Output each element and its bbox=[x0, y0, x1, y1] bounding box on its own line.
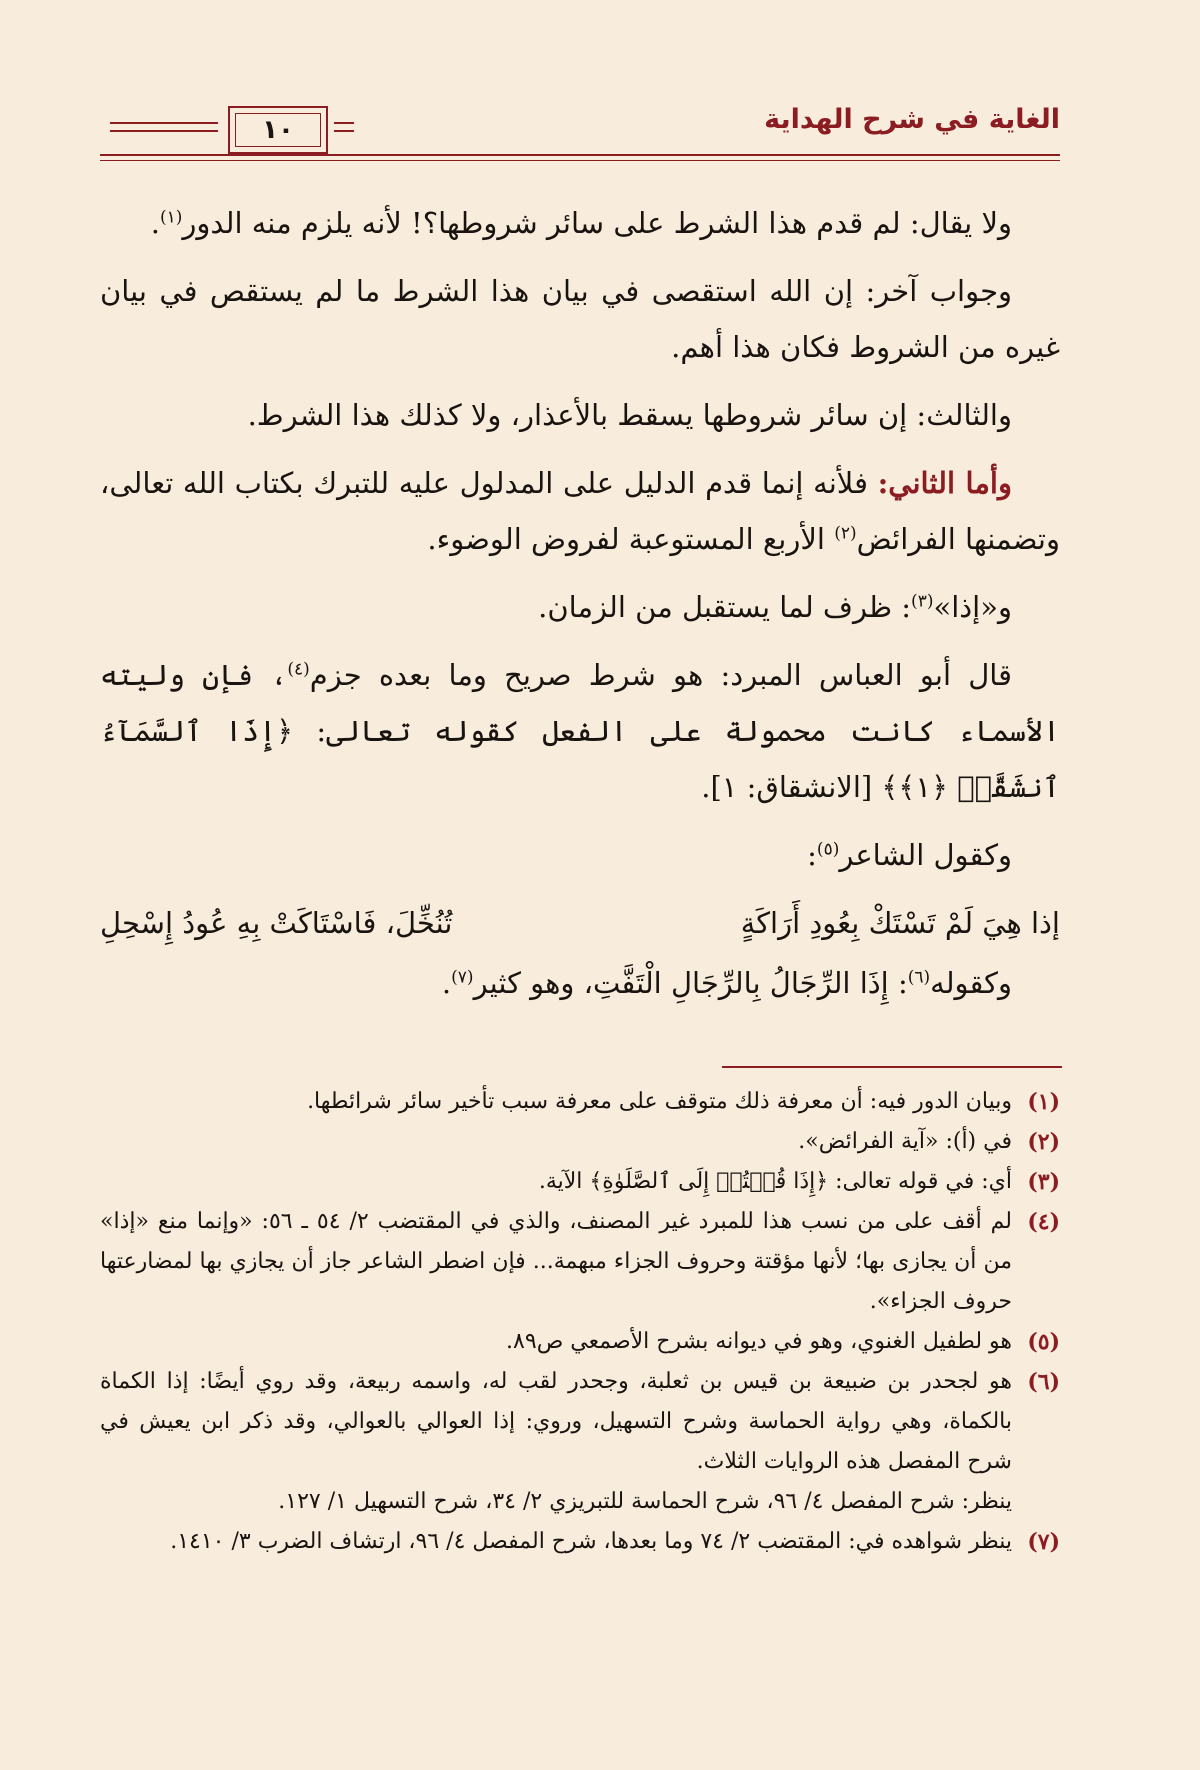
paragraph-8: وكقوله$^{(٦)}$: إِذَا الرِّجَالُ بِالرِّجَالِ الْتَفَّتِ، وهو كثير$^{(٧)}$. bbox=[441, 966, 1012, 1000]
page-number-box bbox=[228, 106, 328, 154]
header-ornament-right bbox=[334, 122, 354, 134]
footnote-text: ينظر شواهده في: المقتضب ٢/ ٧٤ وما بعدها، شرح المفصل ٤/ ٩٦، ارتشاف الضرب ٣/ ١٤١٠. bbox=[170, 1529, 1012, 1554]
footnote-text: وبيان الدور فيه: أن معرفة ذلك متوقف على معرفة سبب تأخير سائر شرائطها. bbox=[307, 1089, 1012, 1114]
header-ornament-left bbox=[110, 122, 218, 134]
footnote-3 bbox=[100, 1162, 1060, 1202]
page-number: ١٠ bbox=[235, 113, 321, 147]
footnote-text-sources: ينظر: شرح المفصل ٤/ ٩٦، شرح الحماسة للتبريزي ٢/ ٣٤، شرح التسهيل ١/ ١٢٧. bbox=[278, 1489, 1012, 1514]
paragraph-4: وأما الثاني: فلأنه إنما قدم الدليل على المدلول عليه للتبرك بكتاب الله تعالى، وتضمنها الفرائض$^{(٢)}$ الأربع المستوعبة لفروض الوضوء. bbox=[100, 466, 1060, 556]
footnote-ref: (٤) bbox=[287, 659, 310, 680]
paragraph-2: وجواب آخر: إن الله استقصى في بيان هذا الشرط ما لم يستقص في بيان غيره من الشروط فكان هذا أهم. bbox=[100, 274, 1060, 364]
main-text bbox=[100, 195, 1060, 1023]
poetry-verse bbox=[100, 895, 1060, 951]
footnote-number: (٥) bbox=[1027, 1329, 1060, 1355]
footnote-text: في (أ): «آية الفرائض». bbox=[798, 1129, 1012, 1154]
paragraph-1: ولا يقال: لم قدم هذا الشرط على سائر شروطها؟! لأنه يلزم منه الدور$^{(١)}$. bbox=[150, 206, 1012, 240]
footnote-text: هو لطفيل الغنوي، وهو في ديوانه بشرح الأصمعي ص٨٩. bbox=[506, 1329, 1012, 1354]
paragraph-6: قال أبو العباس المبرد: هو شرط صريح وما بعده جزم$^{(٤)}$، فإن وليته الأسماء كانت محمولة على الفعل كقوله تعالى: ﴿إِذَا ٱلسَّمَآءُ ٱنشَقَّتۡ ﴿١﴾﴾ [الانشقاق: ١]. bbox=[100, 658, 1060, 804]
footnote-5 bbox=[100, 1322, 1060, 1362]
footnote-text: لم أقف على من نسب هذا للمبرد غير المصنف، والذي في المقتضب ٢/ ٥٤ ـ ٥٦: «وإنما منع «إذا» من أن يجازى بها؛ لأنها مؤقتة وحروف الجزاء مبهمة... فإن اضطر الشاعر جاز أن يجازي بها لمضارعتها حروف الجزاء». bbox=[100, 1209, 1012, 1314]
section-lead: وأما الثاني: bbox=[877, 466, 1012, 500]
footnote-text: أي: في قوله تعالى: ﴿إِذَا قُمۡتُمۡ إِلَى ٱلصَّلَوٰةِ﴾ الآية. bbox=[538, 1169, 1012, 1194]
footnote-7 bbox=[100, 1522, 1060, 1562]
paragraph-3: والثالث: إن سائر شروطها يسقط بالأعذار، ولا كذلك هذا الشرط. bbox=[247, 398, 1012, 432]
footnote-ref: (١) bbox=[160, 207, 183, 228]
footnote-number: (١) bbox=[1027, 1089, 1060, 1115]
verse-second-hemistich: تُنُخِّلَ، فَاسْتَاكَتْ بِهِ عُودُ إِسْحِلِ bbox=[100, 906, 453, 940]
footnote-number: (٧) bbox=[1027, 1529, 1060, 1555]
footnote-number: (٢) bbox=[1027, 1129, 1060, 1155]
footnote-number: (٤) bbox=[1027, 1209, 1060, 1235]
footnotes bbox=[100, 1082, 1060, 1562]
footnote-separator bbox=[722, 1066, 1062, 1068]
running-title: الغاية في شرح الهداية bbox=[764, 104, 1060, 135]
footnote-number: (٦) bbox=[1027, 1369, 1060, 1395]
footnote-ref: (٥) bbox=[816, 839, 840, 860]
header-rule-thin bbox=[100, 160, 1060, 161]
footnote-2 bbox=[100, 1122, 1060, 1162]
footnote-ref: (٧) bbox=[451, 967, 474, 988]
footnote-4 bbox=[100, 1202, 1060, 1322]
paragraph-7: وكقول الشاعر$^{(٥)}$: bbox=[807, 838, 1012, 872]
paragraph-5: و«إذا»$^{(٣)}$: ظرف لما يستقبل من الزمان. bbox=[538, 590, 1012, 624]
verse-first-hemistich: إذا هِيَ لَمْ تَسْتَكْ بِعُودِ أَرَاكَةٍ bbox=[740, 906, 1060, 940]
footnote-ref: (٢) bbox=[834, 523, 857, 544]
footnote-1 bbox=[100, 1082, 1060, 1122]
footnote-text: هو لجحدر بن ضبيعة بن قيس بن ثعلبة، وجحدر لقب له، واسمه ربيعة، وقد روي أيضًا: إذا الكماة بالكماة، وهي رواية الحماسة وشرح التسهيل، وروي: إذا العوالي بالعوالي، وقد ذكر ابن يعيش في شرح المفصل هذه الروايات الثلاث. bbox=[100, 1369, 1012, 1474]
page-header bbox=[100, 100, 1060, 170]
footnote-ref: (٣) bbox=[911, 591, 934, 612]
footnote-number: (٣) bbox=[1027, 1169, 1060, 1195]
header-rule bbox=[100, 154, 1060, 156]
footnote-6 bbox=[100, 1362, 1060, 1522]
footnote-ref: (٦) bbox=[907, 967, 931, 988]
